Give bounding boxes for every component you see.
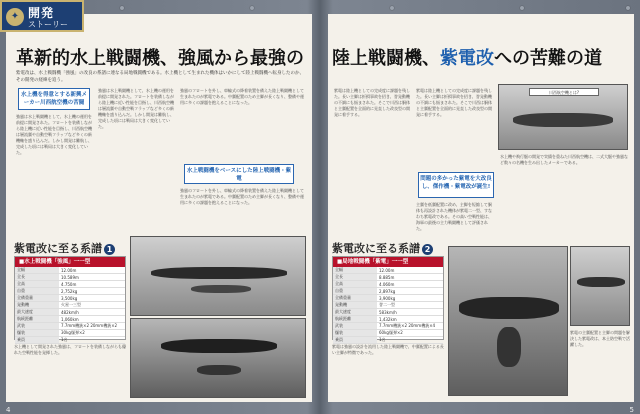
table-row bbox=[15, 288, 125, 295]
tag-sub: ストーリー bbox=[28, 20, 68, 29]
photo-caption: 紫電は強風の設計を流用した陸上戦闘機で、中翼配置による長い主脚が特徴であった。 bbox=[332, 344, 444, 355]
spec-title: ■局地戦闘機「紫電」一一型 bbox=[333, 257, 443, 267]
heading-box: 問題の多かった紫電を大改良し、傑作機・紫電改が誕生! bbox=[418, 172, 494, 198]
spec-value: 1,060km bbox=[59, 316, 125, 323]
spec-key: 全高 bbox=[333, 281, 377, 288]
spec-value: 8.885m bbox=[377, 274, 443, 281]
spec-table bbox=[332, 256, 444, 340]
page-title bbox=[332, 44, 602, 70]
spec-key: 航続距離 bbox=[15, 316, 59, 323]
spec-key: 全高 bbox=[15, 281, 59, 288]
float-icon bbox=[197, 365, 241, 375]
spec-key: 航続距離 bbox=[333, 316, 377, 323]
spec-rows bbox=[15, 267, 125, 344]
lead-text: 紫電改は、水上戦闘機「強風」の改良の系譜に連なる局地戦闘機である。水上機として生まれた機体はいかにして陸上戦闘機へ転身したのか、その開発の経緯を追う。 bbox=[16, 71, 304, 83]
spec-value: 583km/h bbox=[377, 309, 443, 316]
page-number: 5 bbox=[629, 406, 634, 414]
spec-key: 自重 bbox=[15, 288, 59, 295]
table-row bbox=[333, 295, 443, 302]
title-part: 陸上戦闘機、 bbox=[332, 48, 440, 69]
right-page bbox=[328, 14, 634, 414]
heading-box: 水上機を得意とする新興メーカー川西航空機の苦闘 bbox=[18, 88, 90, 110]
spec-key: 全備重量 bbox=[15, 295, 59, 302]
body-column: 紫電は陸上機としての完成度に課題を残した。長い主脚は折損事故を招き、誉発動機の不調にも悩まされた。そこで川西は胴体と主翼配置を全面的に見直した改良型の開発に着手する。 bbox=[416, 88, 492, 117]
table-row bbox=[333, 302, 443, 309]
spec-value: 4.750m bbox=[59, 281, 125, 288]
table-row bbox=[333, 316, 443, 323]
photo-caption: 水上機や飛行艇の開発で実績を重ねた川西航空機は、二式大艇や強風など数々の名機を生み出したメーカーである。 bbox=[500, 154, 628, 165]
spec-key: 爆装 bbox=[15, 330, 59, 337]
tag-label: 開発 bbox=[28, 6, 55, 20]
spec-table bbox=[14, 256, 126, 340]
spec-value: 火星一三型 bbox=[59, 302, 125, 309]
table-row bbox=[333, 337, 443, 344]
table-row bbox=[15, 274, 125, 281]
section-heading-text: 紫電改に至る系譜 bbox=[14, 242, 102, 255]
rivet bbox=[626, 6, 630, 10]
spec-key: 全幅 bbox=[333, 267, 377, 274]
spec-value: 1名 bbox=[377, 337, 443, 344]
title-highlight: 紫電改 bbox=[440, 48, 494, 69]
photo-label: 川西航空機とは? bbox=[529, 88, 599, 96]
body-column: 強風のフロートを外し、車輪式の降着装置を備えた陸上戦闘機として生まれたのが紫電である。中翼配置のため主脚が長くなり、整備や運用に多くの課題を抱えることになった。 bbox=[180, 188, 304, 205]
spec-value: 7.7mm機銃×2 20mm機銃×4 bbox=[377, 323, 443, 330]
aircraft-icon bbox=[161, 339, 277, 353]
aircraft-icon bbox=[459, 297, 559, 319]
spec-key: 最大速度 bbox=[333, 309, 377, 316]
body-column: 紫電は陸上機としての完成度に課題を残した。長い主脚は折損事故を招き、誉発動機の不調にも悩まされた。そこで川西は胴体と主翼配置を全面的に見直した改良型の開発に着手する。 bbox=[334, 88, 410, 117]
spec-key: 全備重量 bbox=[333, 295, 377, 302]
spec-value: 7.7mm機銃×2 20mm機銃×2 bbox=[59, 323, 125, 330]
spec-value: 60kg爆弾×2 bbox=[377, 330, 443, 337]
spec-key: 全長 bbox=[333, 274, 377, 281]
spec-value: 482km/h bbox=[59, 309, 125, 316]
spec-value: 10.589m bbox=[59, 274, 125, 281]
table-row bbox=[333, 323, 443, 330]
section-number: 1 bbox=[104, 244, 115, 255]
aircraft-icon bbox=[151, 267, 287, 279]
aircraft-photo bbox=[498, 84, 628, 150]
spec-key: 全長 bbox=[15, 274, 59, 281]
table-row bbox=[333, 281, 443, 288]
spec-value: 4.060m bbox=[377, 281, 443, 288]
aircraft-photo bbox=[130, 318, 306, 398]
table-row bbox=[333, 330, 443, 337]
page-title: 革新的水上戦闘機、強風から最強の bbox=[16, 48, 304, 69]
float-icon bbox=[191, 285, 251, 293]
spec-key: 発動機 bbox=[333, 302, 377, 309]
left-page bbox=[6, 14, 312, 414]
section-number: 2 bbox=[422, 244, 433, 255]
spec-value: 12.00m bbox=[59, 267, 125, 274]
photo-caption: 水上機として開発された強風は、フロートを装備しながらも優れた空戦性能を発揮した。 bbox=[14, 344, 126, 355]
spec-key: 武装 bbox=[333, 323, 377, 330]
spec-value: 3,900kg bbox=[377, 295, 443, 302]
table-row bbox=[15, 309, 125, 316]
spec-key: 最大速度 bbox=[15, 309, 59, 316]
spec-title: ■水上戦闘機「強風」一一型 bbox=[15, 257, 125, 267]
spec-key: 全幅 bbox=[15, 267, 59, 274]
spec-key: 武装 bbox=[15, 323, 59, 330]
spec-key: 乗員 bbox=[15, 337, 59, 344]
table-row bbox=[15, 323, 125, 330]
photo-caption: 紫電の主翼配置と主脚の問題を解決した紫電改は、本土防空戦で活躍した。 bbox=[570, 330, 630, 347]
spec-key: 発動機 bbox=[15, 302, 59, 309]
table-row bbox=[333, 309, 443, 316]
aircraft-icon bbox=[577, 277, 625, 287]
landing-gear-icon bbox=[497, 327, 521, 367]
spec-rows bbox=[333, 267, 443, 344]
table-row bbox=[15, 295, 125, 302]
section-heading bbox=[14, 240, 115, 256]
table-row bbox=[333, 274, 443, 281]
table-row bbox=[15, 281, 125, 288]
spec-value: 2,897kg bbox=[377, 288, 443, 295]
body-column: 強風のフロートを外し、車輪式の降着装置を備えた陸上戦闘機として生まれたのが紫電である。中翼配置のため主脚が長くなり、整備や運用に多くの課題を抱えることになった。 bbox=[180, 88, 304, 105]
spec-value: 誉二一型 bbox=[377, 302, 443, 309]
spec-key: 爆装 bbox=[333, 330, 377, 337]
section-tag bbox=[0, 0, 84, 32]
section-heading-text: 紫電改に至る系譜 bbox=[332, 242, 420, 255]
rivet bbox=[390, 6, 394, 10]
flying-boat-icon bbox=[513, 113, 613, 127]
aircraft-photo bbox=[570, 246, 630, 326]
heading-box: 水上戦闘機をベースにした陸上戦闘機・紫電 bbox=[184, 164, 294, 184]
spec-value: 2,752kg bbox=[59, 288, 125, 295]
aircraft-photo bbox=[130, 236, 306, 316]
table-row bbox=[15, 302, 125, 309]
table-row bbox=[15, 337, 125, 344]
rivet bbox=[120, 6, 124, 10]
title-part: への苦難の道 bbox=[494, 48, 602, 69]
section-heading bbox=[332, 240, 433, 256]
aircraft-photo bbox=[448, 246, 568, 396]
rivet bbox=[520, 6, 524, 10]
body-column: 主翼を低翼配置に改め、主脚を短縮して胴体も再設計された機体が紫電二一型、すなわち紫電改である。その高い空戦性能は、海軍の最後の主力戦闘機として評価された。 bbox=[416, 202, 492, 231]
spec-value: 1,432km bbox=[377, 316, 443, 323]
spec-value: 12.00m bbox=[377, 267, 443, 274]
table-row bbox=[15, 330, 125, 337]
body-column: 強風は水上戦闘機として、水上機の運用を前提に開発された。フロートを装備しながら陸上機に近い性能を目指し、川西航空機は層流翼や自動空戦フラップなど多くの新機軸を盛り込んだ。しかし開発は難航し、完成した頃には戦局は大きく変化していた。 bbox=[16, 114, 92, 155]
spec-value: 3,500kg bbox=[59, 295, 125, 302]
gear-icon: ✦ bbox=[6, 8, 24, 26]
body-column: 強風は水上戦闘機として、水上機の運用を前提に開発された。フロートを装備しながら陸上機に近い性能を目指し、川西航空機は層流翼や自動空戦フラップなど多くの新機軸を盛り込んだ。しかし開発は難航し、完成した頃には戦局は大きく変化していた。 bbox=[98, 88, 174, 129]
page-number: 4 bbox=[6, 406, 11, 414]
spec-value: 30kg爆弾×2 bbox=[59, 330, 125, 337]
spec-value: 1名 bbox=[59, 337, 125, 344]
table-row bbox=[333, 288, 443, 295]
spec-key: 乗員 bbox=[333, 337, 377, 344]
table-row bbox=[15, 316, 125, 323]
spec-key: 自重 bbox=[333, 288, 377, 295]
rivet bbox=[250, 6, 254, 10]
